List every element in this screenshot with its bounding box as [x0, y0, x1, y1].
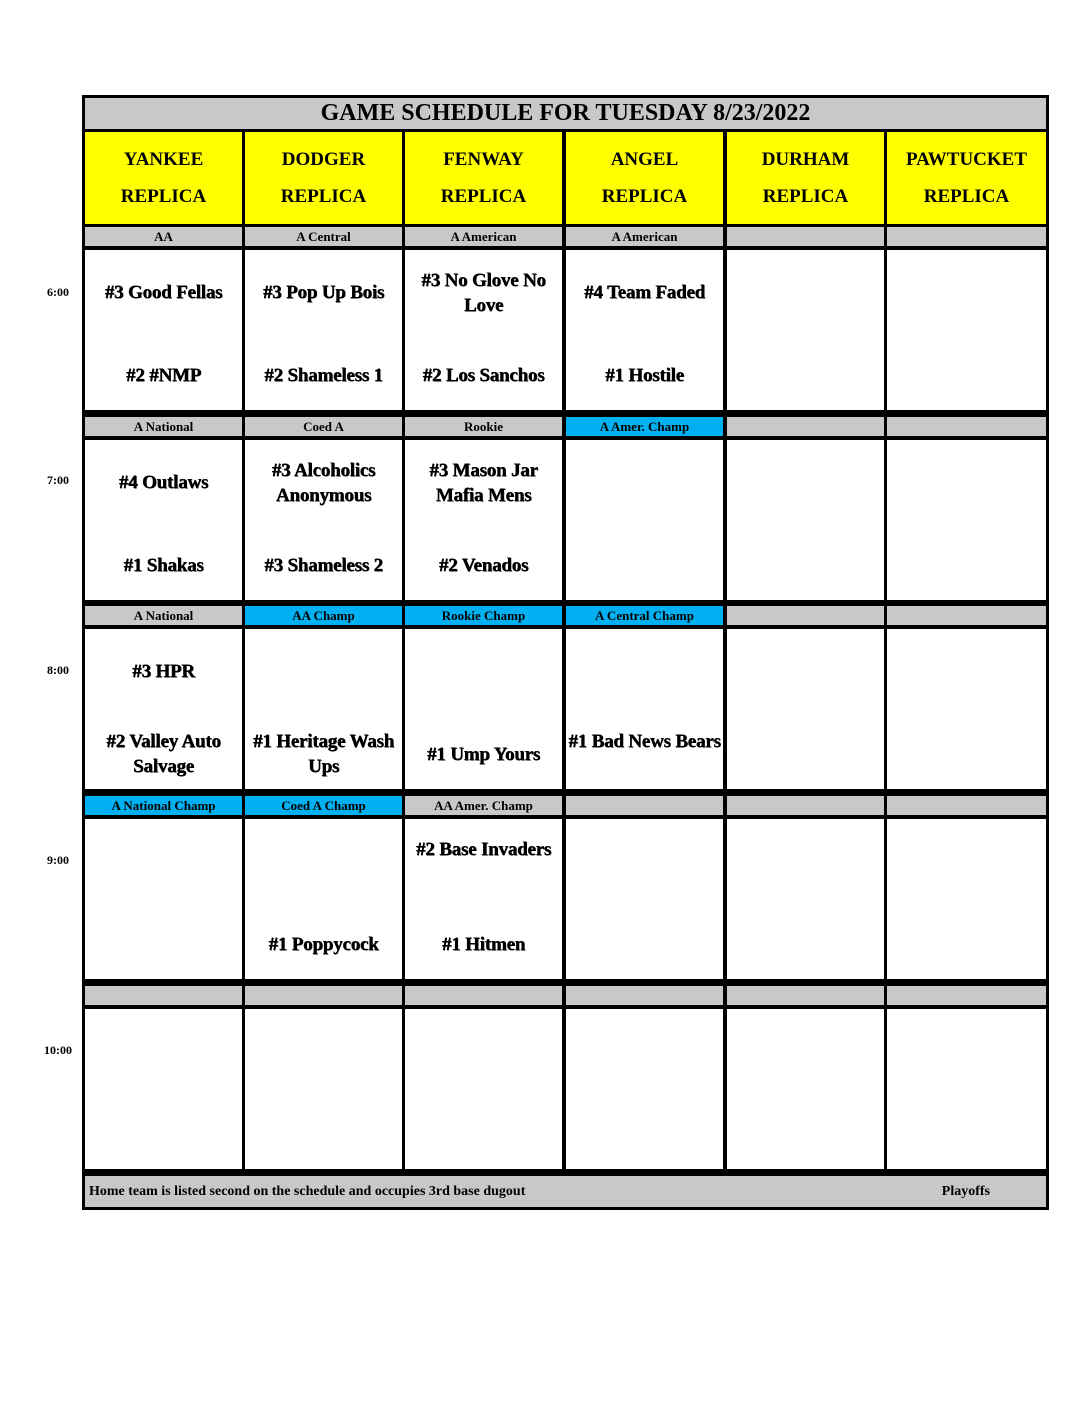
venue-header — [566, 132, 723, 224]
schedule-table — [82, 95, 1049, 1210]
game-cell — [727, 819, 884, 979]
game-cell — [727, 250, 884, 410]
away-team: #3 Alcoholics Anonymous — [271, 460, 376, 506]
time-slot-label: 8:00 — [47, 663, 69, 677]
away-team: #3 Pop Up Bois — [262, 282, 385, 303]
home-team: #2 Shameless 1 — [264, 365, 383, 386]
division-label: A Amer. Champ — [566, 417, 723, 436]
division-label: Coed A — [245, 417, 402, 436]
away-team: #3 HPR — [132, 661, 195, 682]
venue-name: DODGER — [281, 149, 366, 170]
division-label — [85, 986, 242, 1005]
venue-header — [405, 132, 562, 224]
venue-header — [887, 132, 1046, 224]
venue-name: DURHAM — [761, 149, 850, 170]
home-team: #1 Hitmen — [441, 934, 526, 955]
division-label: A Central Champ — [566, 606, 723, 625]
venue-type: REPLICA — [923, 186, 1010, 207]
game-cell — [85, 250, 242, 410]
game-cell — [85, 629, 242, 789]
home-team: #3 Shameless 2 — [264, 555, 383, 576]
division-label: A American — [405, 227, 562, 246]
division-label: AA Amer. Champ — [405, 796, 562, 815]
game-cell — [727, 1009, 884, 1169]
division-label: A National Champ — [85, 796, 242, 815]
division-label — [245, 986, 402, 1005]
game-cell — [245, 629, 402, 789]
division-label — [566, 796, 723, 815]
away-team: #4 Team Faded — [584, 282, 705, 303]
game-cell — [887, 1009, 1046, 1169]
division-label: AA Champ — [245, 606, 402, 625]
game-cell — [887, 629, 1046, 789]
home-team: #2 Valley Auto Salvage — [106, 731, 221, 777]
division-label — [727, 227, 884, 246]
division-label — [887, 606, 1046, 625]
division-label: Rookie — [405, 417, 562, 436]
time-slot-label: 7:00 — [47, 473, 69, 487]
game-cell — [405, 819, 562, 979]
game-cell — [727, 629, 884, 789]
game-cell — [85, 440, 242, 600]
venue-header — [245, 132, 402, 224]
game-cell — [566, 819, 723, 979]
venue-name: PAWTUCKET — [905, 149, 1028, 170]
division-label: A Central — [245, 227, 402, 246]
footer-bar — [85, 1176, 1046, 1207]
away-team: #2 Base Invaders — [415, 839, 552, 860]
game-cell — [566, 250, 723, 410]
division-label: Coed A Champ — [245, 796, 402, 815]
home-team: #1 Ump Yours — [426, 744, 541, 765]
game-cell — [727, 440, 884, 600]
page-title: GAME SCHEDULE FOR TUESDAY 8/23/2022 — [85, 98, 1046, 129]
footer-note: Home team is listed second on the schedule and occupies 3rd base dugout — [89, 1183, 526, 1199]
venue-name: YANKEE — [123, 149, 204, 170]
time-slot-label: 6:00 — [47, 285, 69, 299]
venue-name: ANGEL — [610, 149, 679, 170]
game-cell — [566, 629, 723, 789]
game-cell — [85, 819, 242, 979]
division-label — [727, 796, 884, 815]
time-slot-label: 10:00 — [44, 1043, 72, 1057]
division-label — [887, 227, 1046, 246]
game-cell — [245, 1009, 402, 1169]
division-label: A American — [566, 227, 723, 246]
home-team: #2 Los Sanchos — [422, 365, 545, 386]
game-cell — [85, 1009, 242, 1169]
home-team: #1 Heritage Wash Ups — [252, 731, 395, 777]
venue-header — [85, 132, 242, 224]
venue-type: REPLICA — [440, 186, 527, 207]
division-label: AA — [85, 227, 242, 246]
division-label — [727, 417, 884, 436]
game-cell — [887, 250, 1046, 410]
game-cell — [245, 819, 402, 979]
division-label — [727, 606, 884, 625]
game-cell — [405, 250, 562, 410]
playoffs-tag: Playoffs — [941, 1183, 990, 1199]
game-cell — [887, 819, 1046, 979]
division-label — [405, 986, 562, 1005]
home-team: #1 Bad News Bears — [568, 731, 721, 752]
division-label: Rookie Champ — [405, 606, 562, 625]
division-label — [887, 986, 1046, 1005]
venue-type: REPLICA — [280, 186, 367, 207]
away-team: #3 Good Fellas — [104, 282, 223, 303]
venue-name: FENWAY — [443, 149, 524, 170]
game-cell — [405, 629, 562, 789]
game-cell — [245, 250, 402, 410]
division-label — [887, 417, 1046, 436]
game-cell — [887, 440, 1046, 600]
division-label — [887, 796, 1046, 815]
game-cell — [405, 440, 562, 600]
division-label: A National — [85, 417, 242, 436]
away-team: #3 Mason Jar Mafia Mens — [429, 460, 538, 506]
venue-type: REPLICA — [601, 186, 688, 207]
venue-header — [727, 132, 884, 224]
home-team: #1 Poppycock — [268, 934, 379, 955]
time-slot-label: 9:00 — [47, 853, 69, 867]
division-label — [727, 986, 884, 1005]
game-cell — [566, 1009, 723, 1169]
home-team: #1 Hostile — [605, 365, 684, 386]
home-team: #2 #NMP — [125, 365, 202, 386]
home-team: #1 Shakas — [123, 555, 204, 576]
game-cell — [245, 440, 402, 600]
venue-type: REPLICA — [762, 186, 849, 207]
game-cell — [566, 440, 723, 600]
division-label — [566, 986, 723, 1005]
game-cell — [405, 1009, 562, 1169]
away-team: #3 No Glove No Love — [421, 270, 546, 316]
away-team: #4 Outlaws — [118, 472, 209, 493]
venue-type: REPLICA — [120, 186, 207, 207]
home-team: #2 Venados — [438, 555, 529, 576]
division-label: A National — [85, 606, 242, 625]
